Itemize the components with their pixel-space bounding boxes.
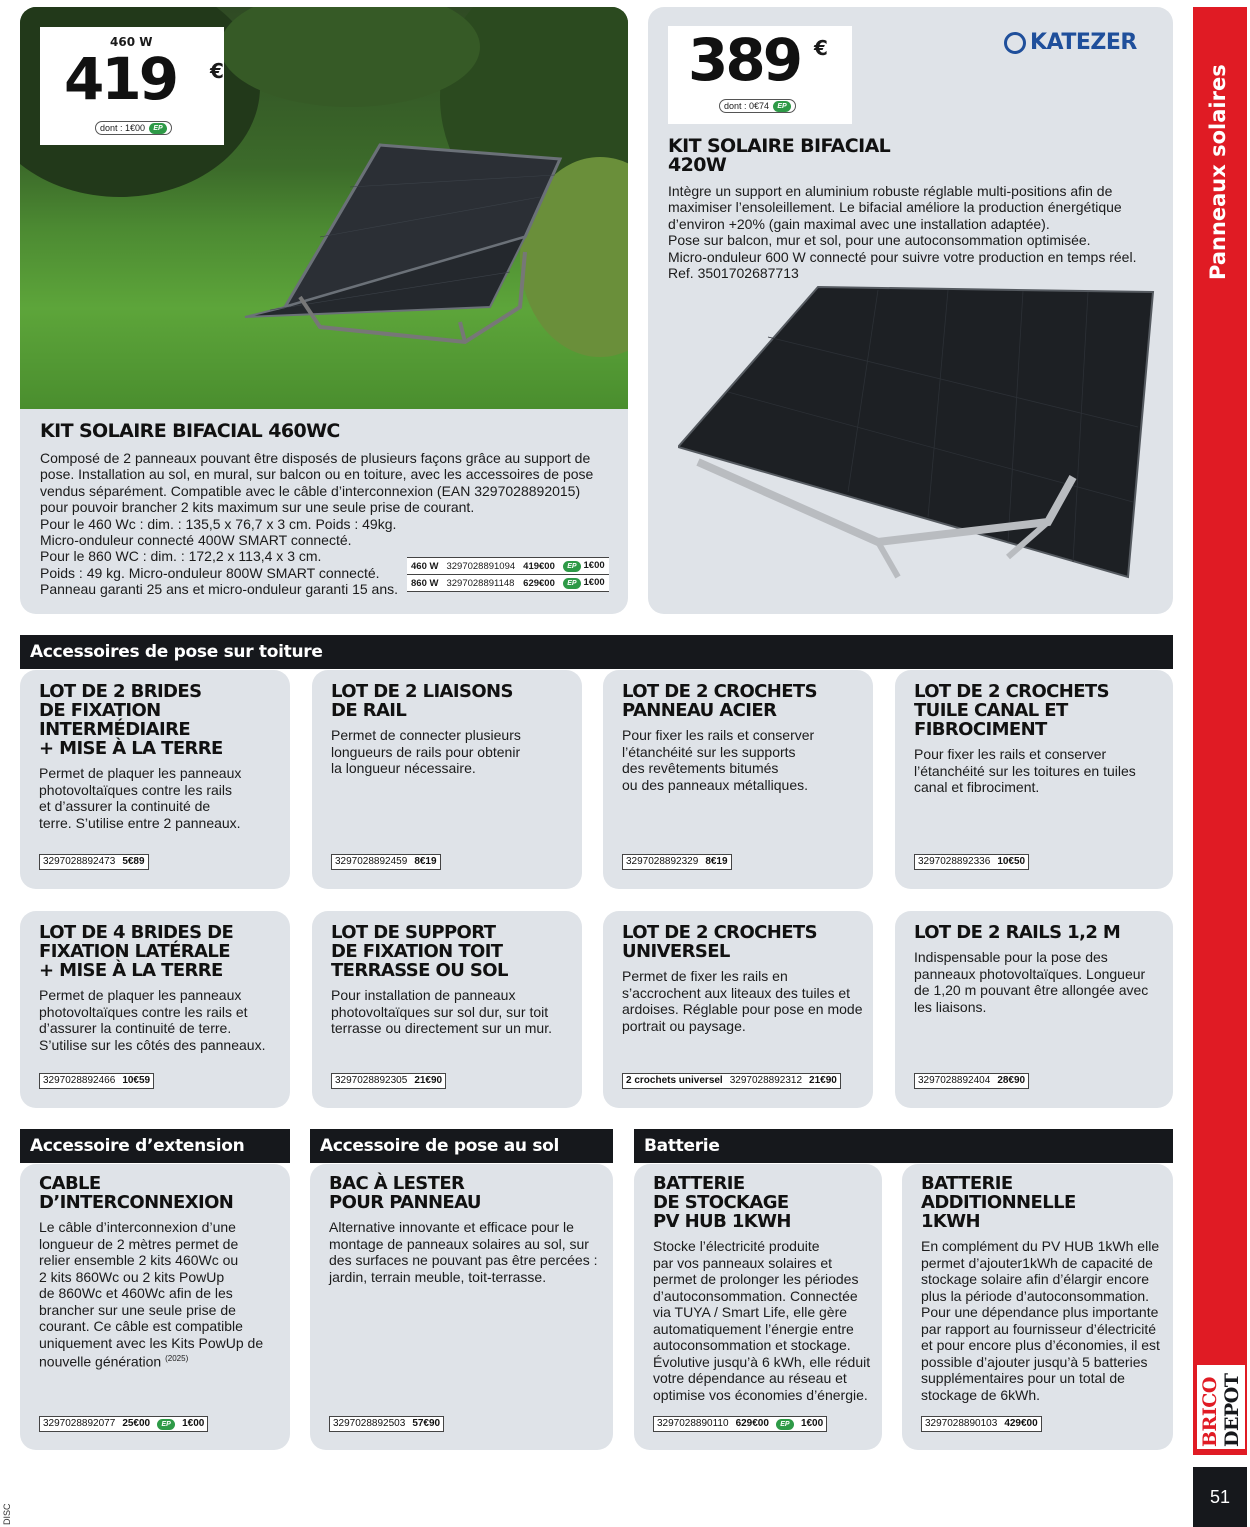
product-price-tag [622,854,732,870]
product-description: Stocke l’électricité produite par vos panneaux solaires et permet de prolonger les périodes d’autoconsommation. Connectée via TUYA / Smart Life, elle gère automatiquement l’énergie entre autoconsommation et stockage. Évolutive jusqu’à 6 kWh, elle réduit votre dépendance au réseau et optimise vos économies d’énergie. [653,1238,871,1403]
product-description: Permet de plaquer les panneaux photovoltaïques contre les rails et d’assurer la continuité de terre. S’utilise sur les côtés des panneaux. [39,987,266,1053]
product-price: 8€19 [705,856,728,867]
katezer-logo [1004,30,1137,55]
eco-participation-icon: EP [773,101,791,112]
row-price: 419€00 [519,558,559,575]
product-title: BAC À LESTER POUR PANNEAU [329,1173,481,1213]
product-description: Pour installation de panneaux photovoltaïques sur sol dur, sur toit terrasse ou directement sur un mur. [331,987,552,1036]
row-price: 629€00 [519,575,559,592]
product-card-roof-6 [312,911,582,1108]
product-price-tag [39,854,149,870]
product-card-roof-3 [603,670,873,889]
product-price-tag [914,854,1029,870]
product-ref: 3297028892329 [626,856,699,867]
product-card-roof-8 [895,911,1173,1108]
product-title: LOT DE 2 LIAISONS DE RAIL [331,681,513,721]
product-title: LOT DE SUPPORT DE FIXATION TOIT TERRASSE OU SOL [331,922,508,981]
eco-participation-icon: EP [563,578,581,589]
product-price-tag [914,1073,1029,1089]
section-bar-battery: Batterie [634,1129,1173,1163]
product-description: Permet de plaquer les panneaux photovoltaïques contre les rails et d’assurer la continuité de terre. S’utilise entre 2 panneaux. [39,765,242,831]
product-ref: 3297028892459 [335,856,408,867]
hero-left-price-table [407,557,609,592]
product-price-tag [39,1073,154,1089]
hero-left-price-box [40,27,224,145]
product-price-tag [331,854,441,870]
katezer-logo-text: KATEZER [1030,30,1137,55]
row-eco: 1€00 [583,560,605,571]
product-description: En complément du PV HUB 1kWh elle permet d’ajouter1kWh de capacité de stockage solaire afin d’élargir encore plus la période d’autoconsommation. Pour une dépendance plus importante par rapport au fournisseur d’électricité et pour encore plus d’économies, il est possible d’ajouter jusqu’à 5 batteries supplémentaires pour un total de stockage de 6kWh. [921,1238,1160,1403]
footer-code: DISC [2,1503,12,1525]
page-number: 51 [1193,1467,1247,1527]
product-price-tag [329,1416,444,1432]
product-ref: 3297028892473 [43,856,116,867]
row-power: 860 W [407,575,442,592]
hero-right-eco-tag [719,99,796,113]
product-title: LOT DE 2 CROCHETS PANNEAU ACIER [622,681,817,721]
product-price: 28€90 [997,1075,1026,1086]
product-card-roof-1 [20,670,290,889]
hero-left-currency: € [210,59,224,83]
eco-participation-icon: EP [149,123,167,134]
brico-depot-logo [1197,1365,1245,1449]
solar-panel-image [678,277,1173,607]
product-ref: 3297028890103 [925,1418,998,1429]
product-price: 57€90 [412,1418,441,1429]
brico-depot-logo-bottom: DEPOT [1221,1373,1243,1447]
product-price: 5€89 [122,856,145,867]
product-eco: 1€00 [182,1418,205,1429]
row-ref: 3297028891148 [442,575,519,592]
product-card-roof-5 [20,911,290,1108]
product-title: LOT DE 2 CROCHETS TUILE CANAL ET FIBROCIMENT [914,681,1109,740]
product-description: Alternative innovante et efficace pour le montage de panneaux solaires au sol, sur des surfaces ne pouvant pas être percées : jardin, terrain meuble, toit-terrasse. [329,1219,598,1285]
product-ref: 3297028892077 [43,1418,116,1429]
hero-left-description: Composé de 2 panneaux pouvant être disposés de plusieurs façons grâce au support de pose. Installation au sol, en mural, sur balcon ou en toiture, avec les accessoires de pose vendus séparément. Compatible avec le câble d’interconnexion (EAN 3297028892015) pour pouvoir brancher 2 kits maximum sur une seule prise de courant. Pour le 460 Wc : dim. : 135,5 x 76,7 x 3 cm. Poids : 49kg. Micro-onduleur connecté 400W SMART connecté. Pour le 860 WC : dim. : 172,2 x 113,4 x 3 cm. Poids : 49 kg. Micro-onduleur 800W SMART connecté. Panneau garanti 25 ans et micro-onduleur garanti 15 ans. [40,450,594,598]
eco-participation-icon: EP [157,1419,175,1430]
product-ref: 3297028890110 [657,1418,729,1429]
product-ref: 3297028892312 [729,1075,803,1086]
hero-left-power: 460 W [110,35,153,49]
product-title: LOT DE 2 RAILS 1,2 M [914,922,1121,943]
product-title: LOT DE 4 BRIDES DE FIXATION LATÉRALE + MISE À LA TERRE [39,922,234,981]
product-card-ballast [310,1164,613,1450]
eco-participation-icon: EP [563,561,581,572]
section-bar-roof: Accessoires de pose sur toiture [20,635,1173,669]
product-ref: 3297028892466 [43,1075,116,1086]
product-title: BATTERIE DE STOCKAGE PV HUB 1KWH [653,1173,791,1232]
hero-right-price: 389 [688,26,801,94]
eco-amount: dont : 0€74 [724,101,770,111]
row-eco: 1€00 [583,577,605,588]
product-card-battery-extra [902,1164,1173,1450]
product-description: Indispensable pour la pose des panneaux photovoltaïques. Longueur de 1,20 m pouvant être allongée avec les liaisons. [914,949,1149,1015]
product-title: CABLE D’INTERCONNEXION [39,1173,234,1213]
hero-right-description: Intègre un support en aluminium robuste réglable multi-positions afin de maximiser l’ensoleillement. Le bifacial améliore la production énergétique d’environ +20% (gain maximal avec une installation adaptée). Pose sur balcon, mur et sol, pour une autoconsommation optimisée. Micro-onduleur 600 W connecté pour suivre votre production en temps réel. Ref. 3501702687713 [668,183,1137,282]
product-price: 629€00 [735,1418,769,1429]
product-price: 21€90 [414,1075,443,1086]
product-price-tag [39,1416,208,1432]
product-ref: 3297028892404 [918,1075,991,1086]
eco-amount: dont : 1€00 [100,123,146,133]
product-description: Permet de connecter plusieurs longueurs de rails pour obtenir la longueur nécessaire. [331,727,521,776]
product-description-sup: (2025) [165,1354,189,1363]
hero-right-price-box [668,26,852,124]
hero-left-eco-tag [95,121,172,135]
row-ref: 3297028891094 [442,558,519,575]
product-price-tag [622,1073,841,1089]
product-price: 21€90 [809,1075,837,1086]
product-card-roof-4 [895,670,1173,889]
product-eco: 1€00 [800,1418,824,1429]
product-card-roof-2 [312,670,582,889]
eco-participation-icon: EP [776,1419,794,1430]
product-card-roof-7 [603,911,873,1108]
product-title: BATTERIE ADDITIONNELLE 1KWH [921,1173,1076,1232]
product-title: LOT DE 2 CROCHETS UNIVERSEL [622,922,817,962]
section-bar-extension: Accessoire d’extension [20,1129,290,1163]
product-price: 8€19 [414,856,437,867]
product-variant: 2 crochets universel [626,1075,723,1086]
product-price: 10€50 [997,856,1026,867]
product-title: LOT DE 2 BRIDES DE FIXATION INTERMÉDIAIRE + MISE À LA TERRE [39,681,223,759]
category-label [1206,236,1230,280]
product-description: Permet de fixer les rails en s’accrochent aux liteaux des tuiles et ardoises. Réglable pour pose en mode portrait ou paysage. [622,968,863,1034]
product-price-tag [921,1416,1042,1432]
section-bar-ground: Accessoire de pose au sol [310,1129,613,1163]
product-price: 429€00 [1004,1418,1038,1429]
table-row [407,558,609,575]
product-card-battery-hub [634,1164,882,1450]
product-ref: 3297028892336 [918,856,991,867]
product-price: 25€00 [122,1418,151,1429]
hero-right-currency: € [814,36,828,60]
product-price-tag [331,1073,446,1089]
product-price-tag [653,1416,827,1432]
product-card-cable [20,1164,290,1450]
product-description: Pour fixer les rails et conserver l’étanchéité sur les supports des revêtements bitumés ou des panneaux métalliques. [622,727,815,793]
hero-right-title: KIT SOLAIRE BIFACIAL 420W [668,135,891,176]
katezer-logo-icon [1004,32,1026,54]
table-row [407,575,609,592]
product-price: 10€59 [122,1075,151,1086]
brico-depot-logo-top: BRICO [1199,1377,1221,1447]
product-ref: 3297028892305 [335,1075,408,1086]
product-description-text: Le câble d’interconnexion d’une longueur de 2 mètres permet de relier ensemble 2 kits 460Wc ou 2 kits 860Wc ou 2 kits PowUp de 860Wc et 460Wc afin de les brancher sur une seule prise de courant. Ce câble est compatible uniquement avec les Kits PowUp de nouvelle génération [39,1219,264,1370]
hero-left-title: KIT SOLAIRE BIFACIAL 460WC [40,420,340,442]
product-description [39,1219,287,1370]
hero-left-price: 419 [64,45,177,113]
row-power: 460 W [407,558,442,575]
product-ref: 3297028892503 [333,1418,406,1429]
product-description: Pour fixer les rails et conserver l’étanchéité sur les toitures en tuiles canal et fibrociment. [914,746,1136,795]
